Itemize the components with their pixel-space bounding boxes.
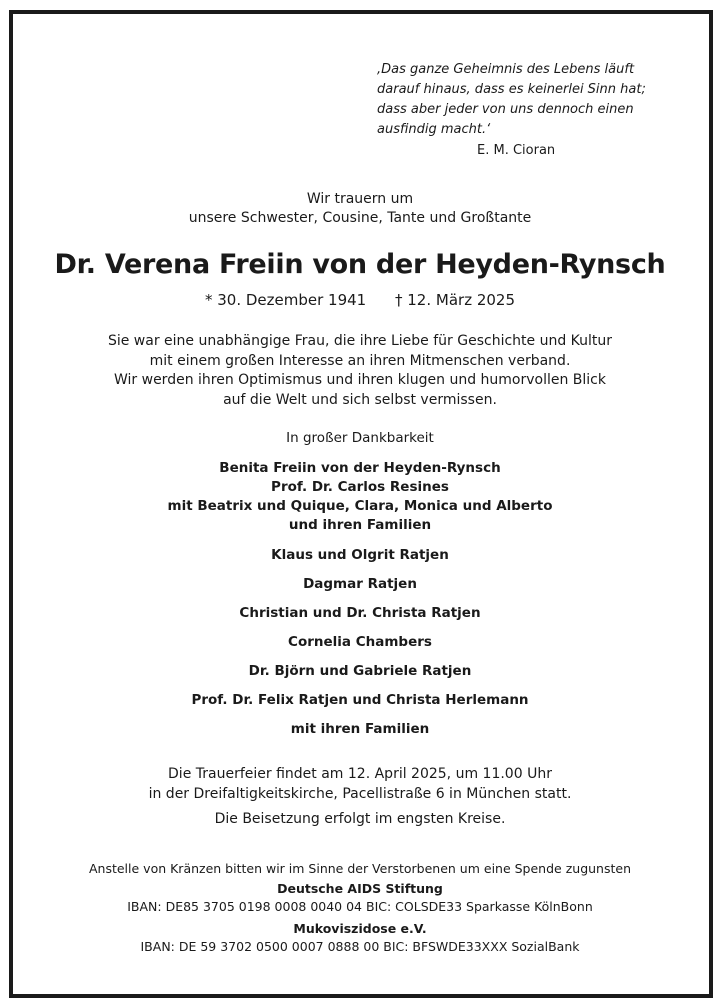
org-name: Mukoviszidose e.V. — [293, 921, 427, 936]
funeral-info — [0, 765, 720, 804]
funeral-line: in der Dreifaltigkeitskirche, Pacellistraße 6 in München statt. — [148, 785, 572, 802]
org-name: Deutsche AIDS Stiftung — [277, 881, 443, 896]
motto-line: dass aber jeder von uns dennoch einen — [377, 102, 634, 117]
deceased-name: Dr. Verena Freiin von der Heyden-Rynsch — [54, 249, 666, 280]
mourner-line: und ihren Familien — [288, 517, 432, 533]
donation-org-2 — [0, 920, 720, 956]
tribute-line: mit einem großen Interesse an ihren Mitmenschen verband. — [149, 352, 571, 369]
bank-details: IBAN: DE 59 3702 0500 0007 0888 00 BIC: BFSWDE33XXX SozialBank — [140, 939, 580, 954]
mourner-line: Cornelia Chambers — [288, 634, 432, 650]
life-dates — [0, 290, 720, 310]
intro-text — [0, 190, 720, 228]
motto-line: darauf hinaus, dass es keinerlei Sinn hat; — [377, 82, 646, 97]
tribute-line: auf die Welt und sich selbst vermissen. — [223, 391, 497, 408]
mourner-line: Benita Freiin von der Heyden-Rynsch — [219, 460, 501, 476]
mourner-line: Dr. Björn und Gabriele Ratjen — [248, 663, 472, 679]
burial-info: Die Beisetzung erfolgt im engsten Kreise. — [214, 811, 506, 827]
motto-author: E. M. Cioran — [477, 143, 556, 158]
donation-org-1 — [0, 880, 720, 916]
mourner-group-1 — [0, 459, 720, 535]
mourner-line: mit Beatrix und Quique, Clara, Monica und Alberto — [167, 498, 553, 514]
intro-line: unsere Schwester, Cousine, Tante und Großtante — [188, 210, 532, 226]
mourner-line: Prof. Dr. Felix Ratjen und Christa Herlemann — [191, 692, 529, 708]
tribute-line: Sie war eine unabhängige Frau, die ihre Liebe für Geschichte und Kultur — [107, 333, 613, 349]
bank-details: IBAN: DE85 3705 0198 0008 0040 04 BIC: COLSDE33 Sparkasse KölnBonn — [127, 899, 593, 914]
mourner-line: Klaus und Olgrit Ratjen — [271, 547, 449, 563]
intro-line: Wir trauern um — [306, 191, 414, 207]
motto-quote — [377, 60, 697, 140]
funeral-line: Die Trauerfeier findet am 12. April 2025, um 11.00 Uhr — [168, 766, 552, 782]
mourner-line: Dagmar Ratjen — [303, 576, 417, 592]
thanks-line: In großer Dankbarkeit — [286, 430, 434, 446]
tribute-line: Wir werden ihren Optimismus und ihren klugen und humorvollen Blick — [113, 372, 606, 388]
motto-line: ausfindig macht.‘ — [377, 122, 491, 137]
mourner-line: mit ihren Familien — [290, 721, 430, 737]
motto-line: ‚Das ganze Geheimnis des Lebens läuft — [377, 62, 635, 77]
birth-date: * 30. Dezember 1941 — [204, 291, 367, 309]
donation-request: Anstelle von Kränzen bitten wir im Sinne der Verstorbenen um eine Spende zugunsten — [88, 861, 631, 876]
mourner-line: Christian und Dr. Christa Ratjen — [239, 605, 481, 621]
death-date: † 12. März 2025 — [395, 291, 516, 309]
tribute-text — [0, 332, 720, 410]
mourner-line: Prof. Dr. Carlos Resines — [271, 479, 449, 495]
